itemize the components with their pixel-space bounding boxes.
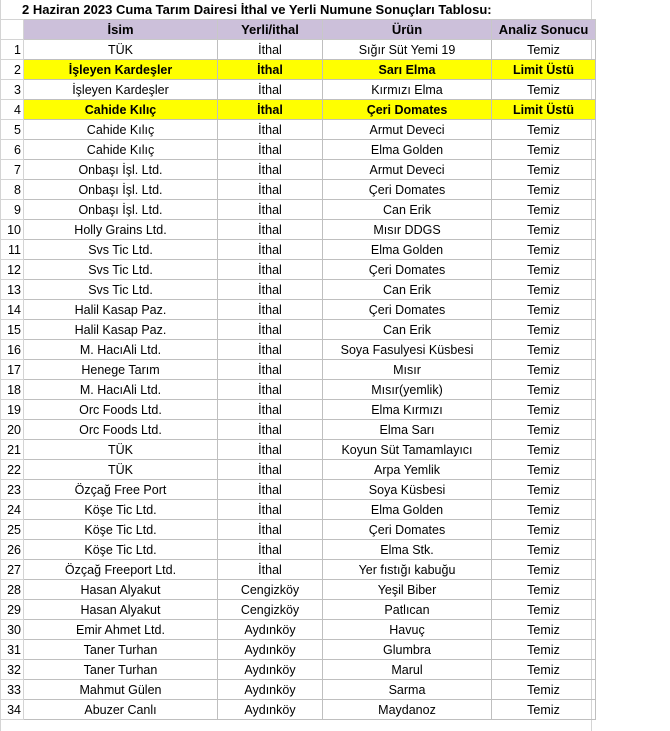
results-table: [0, 19, 596, 720]
cell-name[interactable]: Orc Foods Ltd.: [24, 400, 218, 420]
cell-product[interactable]: Elma Kırmızı: [323, 400, 492, 420]
cell-product[interactable]: Arpa Yemlik: [323, 460, 492, 480]
cell-result[interactable]: Temiz: [492, 240, 596, 260]
table-row: [1, 380, 596, 400]
cell-name[interactable]: Cahide Kılıç: [24, 100, 218, 120]
column-header-name[interactable]: İsim: [24, 20, 218, 40]
cell-product[interactable]: Mısır: [323, 360, 492, 380]
table-row: [1, 140, 596, 160]
row-number[interactable]: 5: [1, 120, 24, 140]
table-row: [1, 580, 596, 600]
cell-product[interactable]: Glumbra: [323, 640, 492, 660]
table-row: [1, 360, 596, 380]
cell-origin[interactable]: İthal: [218, 560, 323, 580]
row-number[interactable]: 15: [1, 320, 24, 340]
row-number[interactable]: 1: [1, 40, 24, 60]
cell-product[interactable]: Elma Golden: [323, 240, 492, 260]
cell-result[interactable]: Temiz: [492, 360, 596, 380]
cell-product[interactable]: Koyun Süt Tamamlayıcı: [323, 440, 492, 460]
row-number[interactable]: 13: [1, 280, 24, 300]
row-number[interactable]: 3: [1, 80, 24, 100]
cell-origin[interactable]: İthal: [218, 240, 323, 260]
cell-origin[interactable]: İthal: [218, 280, 323, 300]
cell-result[interactable]: Temiz: [492, 500, 596, 520]
cell-product[interactable]: Can Erik: [323, 320, 492, 340]
cell-product[interactable]: Sarma: [323, 680, 492, 700]
cell-product[interactable]: Çeri Domates: [323, 100, 492, 120]
row-number[interactable]: 31: [1, 640, 24, 660]
table-row: [1, 100, 596, 120]
cell-name[interactable]: Hasan Alyakut: [24, 580, 218, 600]
cell-name[interactable]: Köşe Tic Ltd.: [24, 540, 218, 560]
cell-origin[interactable]: İthal: [218, 440, 323, 460]
cell-product[interactable]: Çeri Domates: [323, 300, 492, 320]
cell-product[interactable]: Mısır DDGS: [323, 220, 492, 240]
cell-product[interactable]: Soya Küsbesi: [323, 480, 492, 500]
cell-result[interactable]: Temiz: [492, 660, 596, 680]
cell-product[interactable]: Soya Fasulyesi Küsbesi: [323, 340, 492, 360]
cell-name[interactable]: Onbaşı İşl. Ltd.: [24, 200, 218, 220]
cell-origin[interactable]: İthal: [218, 260, 323, 280]
row-number[interactable]: 12: [1, 260, 24, 280]
cell-result[interactable]: Temiz: [492, 40, 596, 60]
table-row: [1, 400, 596, 420]
cell-product[interactable]: Armut Deveci: [323, 120, 492, 140]
table-row: [1, 620, 596, 640]
cell-name[interactable]: Taner Turhan: [24, 640, 218, 660]
row-number[interactable]: 34: [1, 700, 24, 720]
cell-name[interactable]: İşleyen Kardeşler: [24, 80, 218, 100]
cell-result[interactable]: Temiz: [492, 420, 596, 440]
cell-product[interactable]: Patlıcan: [323, 600, 492, 620]
cell-product[interactable]: Elma Stk.: [323, 540, 492, 560]
row-number[interactable]: 17: [1, 360, 24, 380]
cell-origin[interactable]: İthal: [218, 300, 323, 320]
cell-name[interactable]: İşleyen Kardeşler: [24, 60, 218, 80]
cell-origin[interactable]: Cengizköy: [218, 600, 323, 620]
cell-origin[interactable]: İthal: [218, 140, 323, 160]
cell-result[interactable]: Temiz: [492, 280, 596, 300]
cell-product[interactable]: Maydanoz: [323, 700, 492, 720]
row-number[interactable]: 6: [1, 140, 24, 160]
cell-result[interactable]: Temiz: [492, 480, 596, 500]
cell-name[interactable]: Orc Foods Ltd.: [24, 420, 218, 440]
cell-name[interactable]: Svs Tic Ltd.: [24, 280, 218, 300]
cell-name[interactable]: Köşe Tic Ltd.: [24, 500, 218, 520]
cell-origin[interactable]: İthal: [218, 520, 323, 540]
row-number[interactable]: 7: [1, 160, 24, 180]
cell-result[interactable]: Temiz: [492, 260, 596, 280]
cell-origin[interactable]: İthal: [218, 360, 323, 380]
cell-origin[interactable]: İthal: [218, 540, 323, 560]
cell-origin[interactable]: İthal: [218, 60, 323, 80]
table-row: [1, 500, 596, 520]
row-number[interactable]: 29: [1, 600, 24, 620]
cell-result[interactable]: Temiz: [492, 140, 596, 160]
cell-product[interactable]: Sarı Elma: [323, 60, 492, 80]
cell-origin[interactable]: Aydınköy: [218, 640, 323, 660]
cell-origin[interactable]: İthal: [218, 480, 323, 500]
table-row: [1, 340, 596, 360]
row-number[interactable]: 21: [1, 440, 24, 460]
cell-product[interactable]: Elma Golden: [323, 500, 492, 520]
cell-origin[interactable]: İthal: [218, 340, 323, 360]
header-row: [1, 20, 596, 40]
table-row: [1, 460, 596, 480]
table-row: [1, 60, 596, 80]
cell-product[interactable]: Yeşil Biber: [323, 580, 492, 600]
table-row: [1, 480, 596, 500]
cell-name[interactable]: Halil Kasap Paz.: [24, 300, 218, 320]
cell-result[interactable]: Temiz: [492, 180, 596, 200]
column-header-result[interactable]: Analiz Sonucu: [492, 20, 596, 40]
cell-product[interactable]: Elma Golden: [323, 140, 492, 160]
cell-name[interactable]: Abuzer Canlı: [24, 700, 218, 720]
row-number[interactable]: 25: [1, 520, 24, 540]
cell-result[interactable]: Temiz: [492, 560, 596, 580]
cell-name[interactable]: Özçağ Free Port: [24, 480, 218, 500]
cell-origin[interactable]: İthal: [218, 120, 323, 140]
cell-origin[interactable]: İthal: [218, 160, 323, 180]
table-row: [1, 160, 596, 180]
row-number[interactable]: 30: [1, 620, 24, 640]
cell-origin[interactable]: Aydınköy: [218, 680, 323, 700]
cell-result[interactable]: Temiz: [492, 80, 596, 100]
table-title: 2 Haziran 2023 Cuma Tarım Dairesi İthal ve Yerli Numune Sonuçları Tablosu:: [22, 2, 492, 17]
cell-origin[interactable]: Cengizköy: [218, 580, 323, 600]
cell-result[interactable]: Temiz: [492, 320, 596, 340]
cell-product[interactable]: Sığır Süt Yemi 19: [323, 40, 492, 60]
cell-result[interactable]: Temiz: [492, 200, 596, 220]
row-number[interactable]: 23: [1, 480, 24, 500]
cell-name[interactable]: Özçağ Freeport Ltd.: [24, 560, 218, 580]
row-number[interactable]: 10: [1, 220, 24, 240]
row-number[interactable]: 16: [1, 340, 24, 360]
cell-name[interactable]: TÜK: [24, 440, 218, 460]
cell-result[interactable]: Limit Üstü: [492, 100, 596, 120]
row-number[interactable]: 27: [1, 560, 24, 580]
cell-result[interactable]: Temiz: [492, 300, 596, 320]
row-number[interactable]: 24: [1, 500, 24, 520]
cell-result[interactable]: Temiz: [492, 340, 596, 360]
cell-name[interactable]: M. HacıAli Ltd.: [24, 340, 218, 360]
cell-origin[interactable]: İthal: [218, 500, 323, 520]
row-number[interactable]: 22: [1, 460, 24, 480]
cell-product[interactable]: Çeri Domates: [323, 520, 492, 540]
cell-result[interactable]: Temiz: [492, 120, 596, 140]
table-row: [1, 320, 596, 340]
table-row: [1, 660, 596, 680]
cell-origin[interactable]: İthal: [218, 200, 323, 220]
row-number[interactable]: 28: [1, 580, 24, 600]
table-row: [1, 680, 596, 700]
cell-result[interactable]: Temiz: [492, 440, 596, 460]
cell-product[interactable]: Yer fıstığı kabuğu: [323, 560, 492, 580]
cell-result[interactable]: Limit Üstü: [492, 60, 596, 80]
table-row: [1, 440, 596, 460]
cell-name[interactable]: Cahide Kılıç: [24, 120, 218, 140]
table-row: [1, 40, 596, 60]
cell-name[interactable]: Taner Turhan: [24, 660, 218, 680]
cell-origin[interactable]: İthal: [218, 320, 323, 340]
row-number[interactable]: 20: [1, 420, 24, 440]
cell-origin[interactable]: İthal: [218, 40, 323, 60]
cell-result[interactable]: Temiz: [492, 540, 596, 560]
table-row: [1, 200, 596, 220]
cell-name[interactable]: M. HacıAli Ltd.: [24, 380, 218, 400]
cell-name[interactable]: Halil Kasap Paz.: [24, 320, 218, 340]
cell-name[interactable]: Cahide Kılıç: [24, 140, 218, 160]
cell-product[interactable]: Elma Sarı: [323, 420, 492, 440]
cell-result[interactable]: Temiz: [492, 580, 596, 600]
cell-result[interactable]: Temiz: [492, 460, 596, 480]
cell-name[interactable]: Holly Grains Ltd.: [24, 220, 218, 240]
table-row: [1, 240, 596, 260]
cell-name[interactable]: Svs Tic Ltd.: [24, 260, 218, 280]
cell-name[interactable]: TÜK: [24, 460, 218, 480]
table-row: [1, 700, 596, 720]
cell-product[interactable]: Çeri Domates: [323, 260, 492, 280]
row-number[interactable]: 18: [1, 380, 24, 400]
cell-origin[interactable]: İthal: [218, 100, 323, 120]
cell-name[interactable]: Svs Tic Ltd.: [24, 240, 218, 260]
row-number[interactable]: 11: [1, 240, 24, 260]
cell-name[interactable]: Onbaşı İşl. Ltd.: [24, 160, 218, 180]
row-number[interactable]: 9: [1, 200, 24, 220]
cell-name[interactable]: TÜK: [24, 40, 218, 60]
cell-result[interactable]: Temiz: [492, 680, 596, 700]
cell-product[interactable]: Can Erik: [323, 280, 492, 300]
cell-origin[interactable]: İthal: [218, 180, 323, 200]
table-row: [1, 220, 596, 240]
cell-result[interactable]: Temiz: [492, 160, 596, 180]
cell-origin[interactable]: İthal: [218, 420, 323, 440]
cell-name[interactable]: Emir Ahmet Ltd.: [24, 620, 218, 640]
cell-origin[interactable]: İthal: [218, 400, 323, 420]
table-row: [1, 560, 596, 580]
table-row: [1, 120, 596, 140]
row-number[interactable]: 4: [1, 100, 24, 120]
cell-product[interactable]: Kırmızı Elma: [323, 80, 492, 100]
cell-origin[interactable]: İthal: [218, 220, 323, 240]
cell-product[interactable]: Can Erik: [323, 200, 492, 220]
row-number[interactable]: 8: [1, 180, 24, 200]
cell-origin[interactable]: İthal: [218, 380, 323, 400]
cell-origin[interactable]: Aydınköy: [218, 700, 323, 720]
table-row: [1, 640, 596, 660]
column-header-product[interactable]: Ürün: [323, 20, 492, 40]
cell-name[interactable]: Hasan Alyakut: [24, 600, 218, 620]
cell-result[interactable]: Temiz: [492, 700, 596, 720]
cell-origin[interactable]: Aydınköy: [218, 660, 323, 680]
row-number[interactable]: 14: [1, 300, 24, 320]
cell-result[interactable]: Temiz: [492, 620, 596, 640]
table-row: [1, 260, 596, 280]
table-row: [1, 600, 596, 620]
cell-result[interactable]: Temiz: [492, 400, 596, 420]
cell-product[interactable]: Havuç: [323, 620, 492, 640]
cell-name[interactable]: Mahmut Gülen: [24, 680, 218, 700]
cell-product[interactable]: Mısır(yemlik): [323, 380, 492, 400]
row-number[interactable]: 2: [1, 60, 24, 80]
cell-result[interactable]: Temiz: [492, 640, 596, 660]
row-number[interactable]: 32: [1, 660, 24, 680]
table-row: [1, 300, 596, 320]
table-row: [1, 420, 596, 440]
cell-origin[interactable]: Aydınköy: [218, 620, 323, 640]
row-number-header: [1, 20, 24, 40]
row-number[interactable]: 19: [1, 400, 24, 420]
table-row: [1, 520, 596, 540]
cell-origin[interactable]: İthal: [218, 460, 323, 480]
table-row: [1, 80, 596, 100]
cell-name[interactable]: Henege Tarım: [24, 360, 218, 380]
row-number[interactable]: 33: [1, 680, 24, 700]
cell-product[interactable]: Çeri Domates: [323, 180, 492, 200]
cell-origin[interactable]: İthal: [218, 80, 323, 100]
table-row: [1, 180, 596, 200]
table-row: [1, 540, 596, 560]
cell-result[interactable]: Temiz: [492, 220, 596, 240]
cell-result[interactable]: Temiz: [492, 380, 596, 400]
table-row: [1, 280, 596, 300]
cell-product[interactable]: Armut Deveci: [323, 160, 492, 180]
cell-name[interactable]: Onbaşı İşl. Ltd.: [24, 180, 218, 200]
cell-result[interactable]: Temiz: [492, 520, 596, 540]
column-header-origin[interactable]: Yerli/ithal: [218, 20, 323, 40]
row-number[interactable]: 26: [1, 540, 24, 560]
cell-name[interactable]: Köşe Tic Ltd.: [24, 520, 218, 540]
cell-result[interactable]: Temiz: [492, 600, 596, 620]
cell-product[interactable]: Marul: [323, 660, 492, 680]
